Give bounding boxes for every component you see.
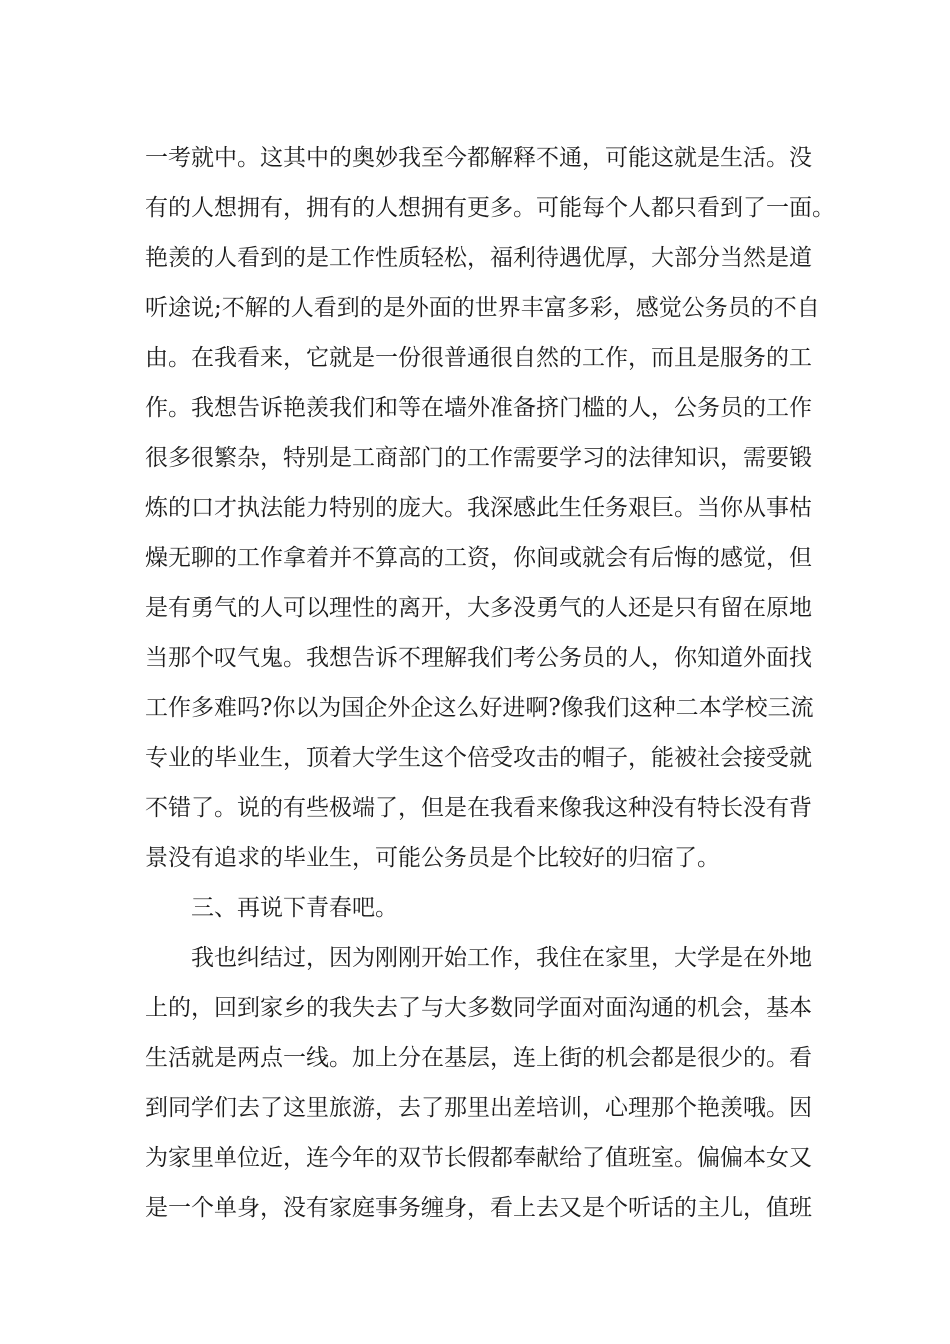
text-line: 是有勇气的人可以理性的离开，大多没勇气的人还是只有留在原地 [145, 595, 812, 621]
document-body [145, 133, 835, 1233]
text-line: 由。在我看来，它就是一份很普通很自然的工作，而且是服务的工 [145, 345, 812, 371]
text-line: 作。我想告诉艳羡我们和等在墙外准备挤门槛的人，公务员的工作 [145, 395, 812, 421]
paragraph-start-line: 我也纠结过，因为刚刚开始工作，我住在家里，大学是在外地 [191, 945, 812, 971]
text-line: 艳羡的人看到的是工作性质轻松，福利待遇优厚，大部分当然是道 [145, 245, 812, 271]
text-line: 是一个单身，没有家庭事务缠身，看上去又是个听话的主儿，值班 [145, 1195, 812, 1221]
text-line: 景没有追求的毕业生，可能公务员是个比较好的归宿了。 [145, 845, 720, 871]
text-line: 一考就中。这其中的奥妙我至今都解释不通，可能这就是生活。没 [145, 145, 812, 171]
section-heading: 三、再说下青春吧。 [191, 895, 398, 921]
text-line: 有的人想拥有，拥有的人想拥有更多。可能每个人都只看到了一面。 [145, 195, 835, 221]
text-line: 生活就是两点一线。加上分在基层，连上街的机会都是很少的。看 [145, 1045, 812, 1071]
text-line: 专业的毕业生，顶着大学生这个倍受攻击的帽子，能被社会接受就 [145, 745, 812, 771]
text-line: 很多很繁杂，特别是工商部门的工作需要学习的法律知识，需要锻 [145, 445, 812, 471]
text-line: 燥无聊的工作拿着并不算高的工资，你间或就会有后悔的感觉，但 [145, 545, 812, 571]
text-line: 炼的口才执法能力特别的庞大。我深感此生任务艰巨。当你从事枯 [145, 495, 812, 521]
text-line: 上的，回到家乡的我失去了与大多数同学面对面沟通的机会，基本 [145, 995, 812, 1021]
text-line: 工作多难吗?你以为国企外企这么好进啊?像我们这种二本学校三流 [145, 695, 814, 721]
text-line: 不错了。说的有些极端了，但是在我看来像我这种没有特长没有背 [145, 795, 812, 821]
text-line: 当那个叹气鬼。我想告诉不理解我们考公务员的人，你知道外面找 [145, 645, 812, 671]
text-line: 听途说;不解的人看到的是外面的世界丰富多彩，感觉公务员的不自 [145, 295, 820, 321]
text-line: 到同学们去了这里旅游，去了那里出差培训，心理那个艳羡哦。因 [145, 1095, 812, 1121]
text-line: 为家里单位近，连今年的双节长假都奉献给了值班室。偏偏本女又 [145, 1145, 812, 1171]
